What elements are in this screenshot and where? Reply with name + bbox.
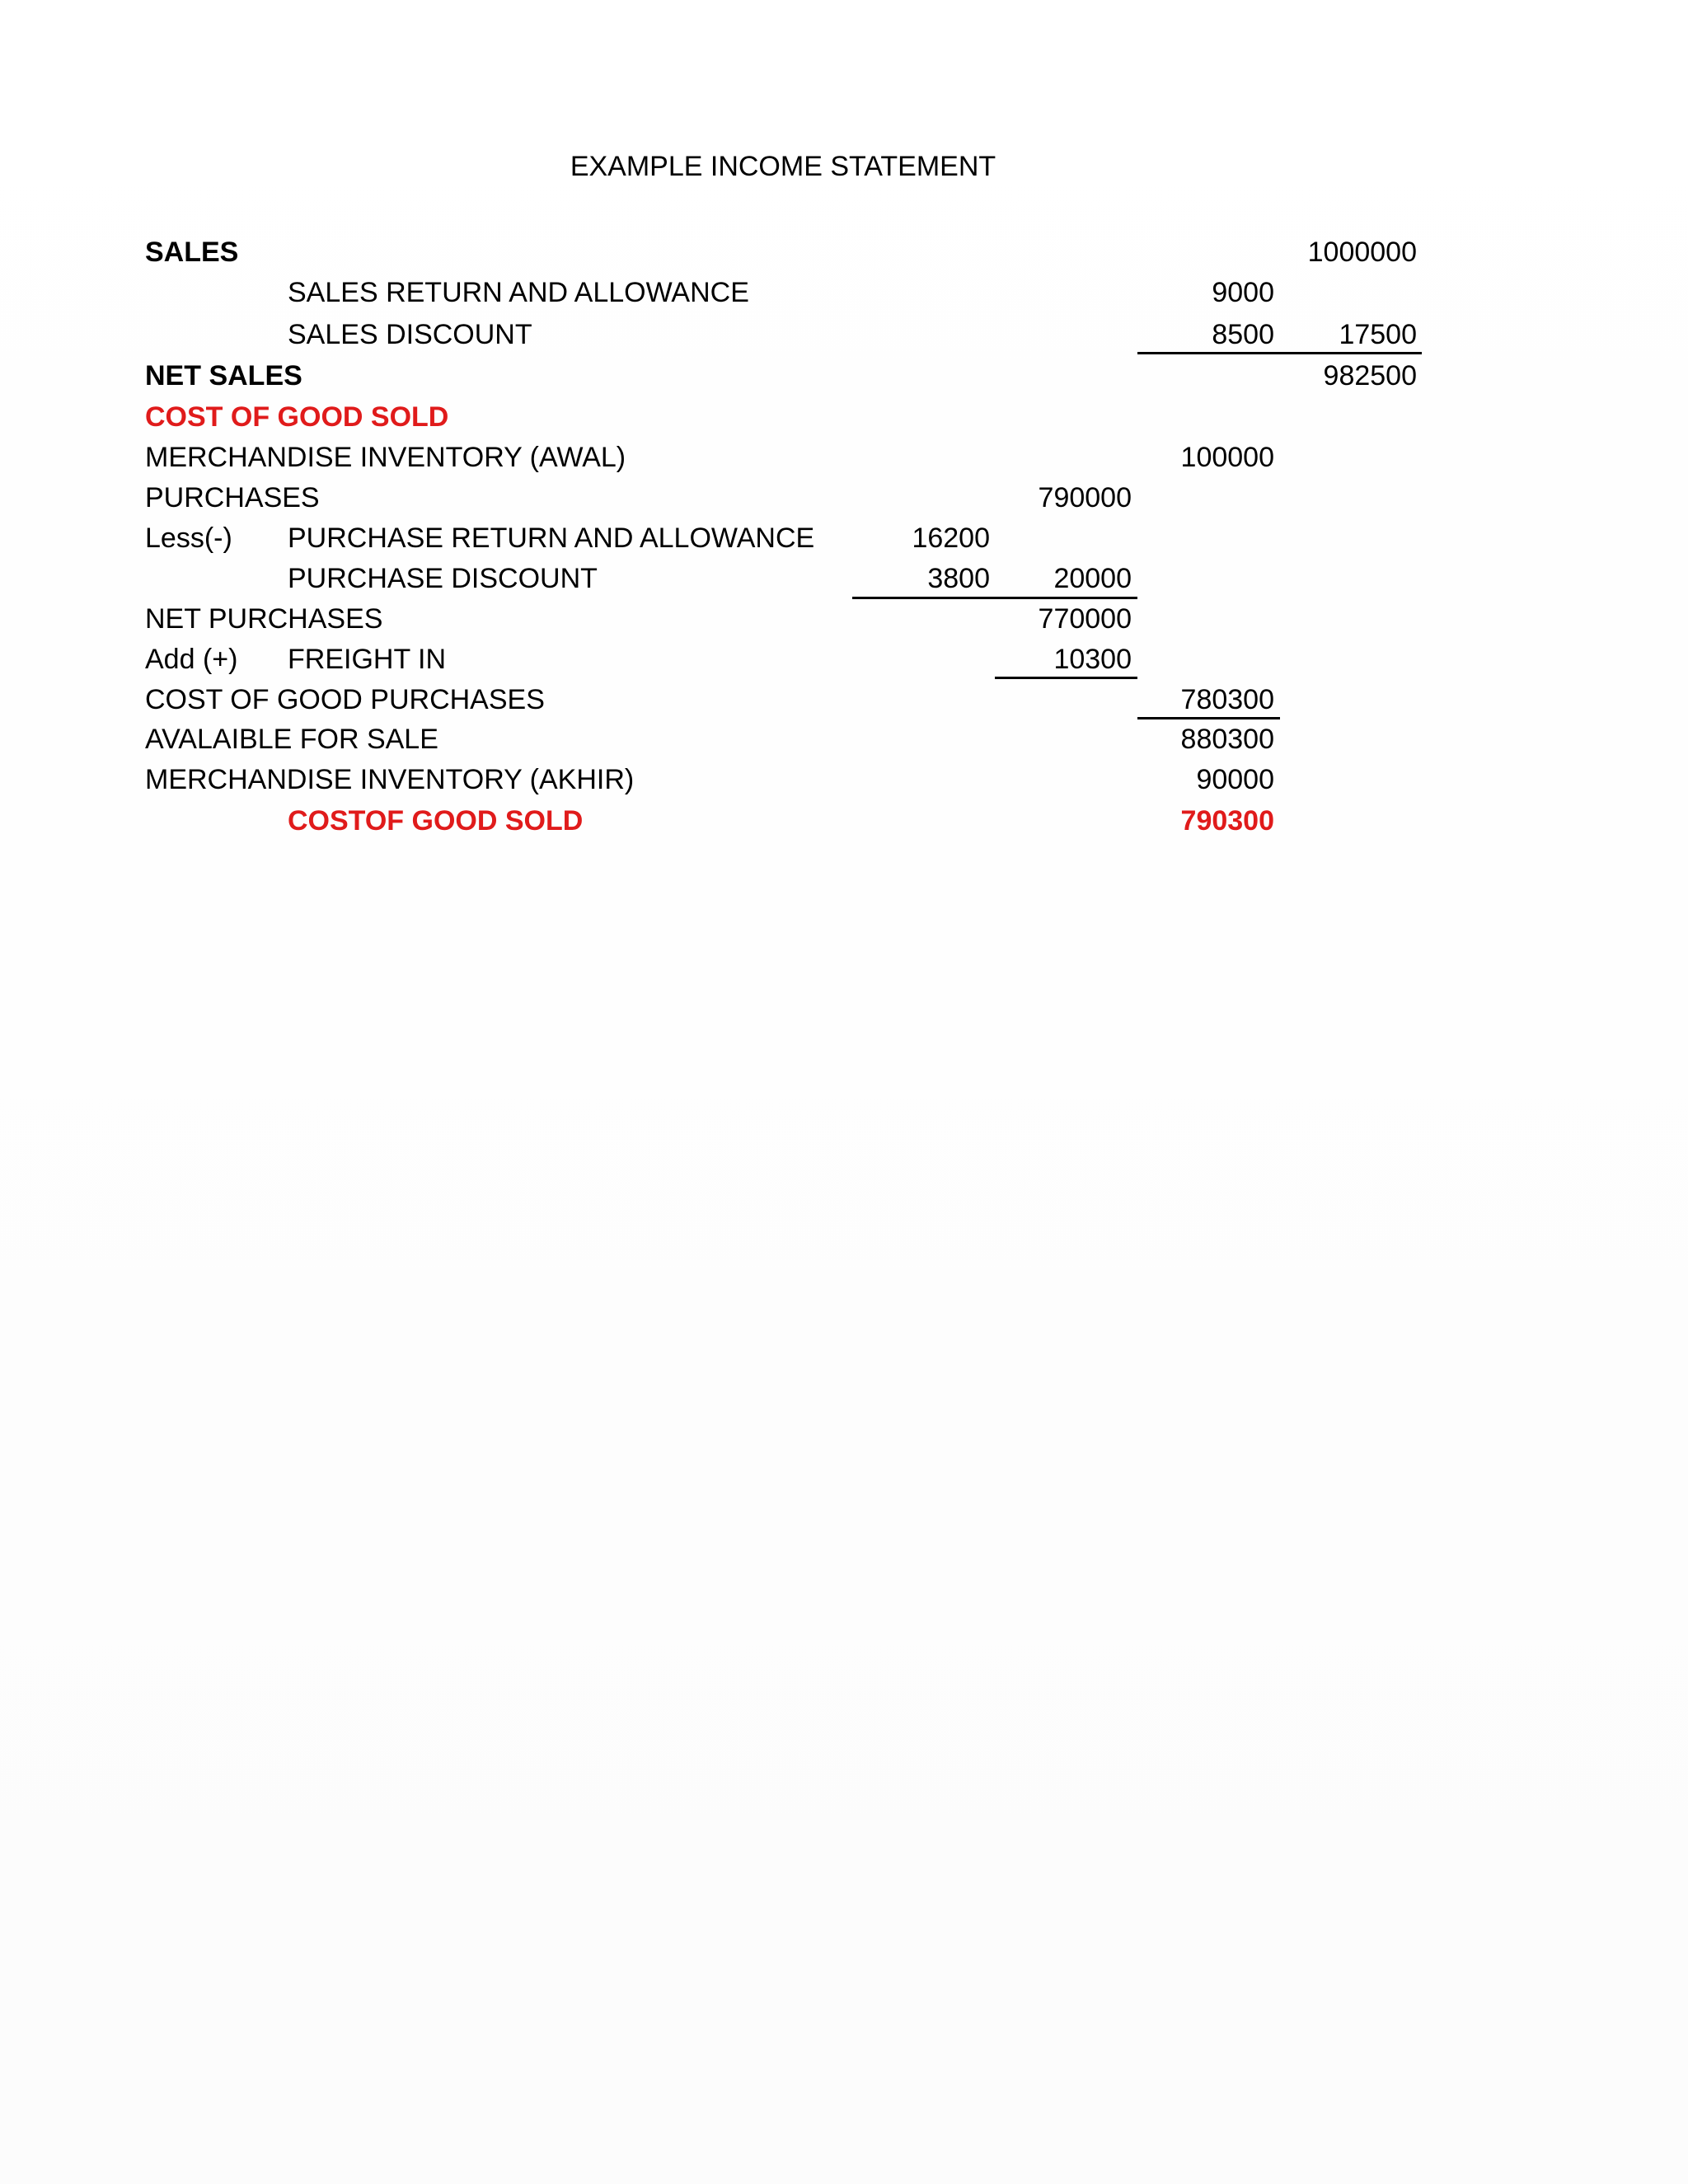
available-amount: 880300 — [1180, 724, 1274, 755]
purchase-return-amount: 16200 — [912, 523, 990, 554]
purchase-discount-amount: 3800 — [927, 563, 990, 594]
add-label: Add (+) — [145, 644, 238, 675]
less-label: Less(-) — [145, 523, 232, 554]
sales-return-label: SALES RETURN AND ALLOWANCE — [288, 277, 749, 308]
purchase-deductions-total: 20000 — [1053, 563, 1132, 594]
cogs-total-label: COSTOF GOOD SOLD — [288, 805, 584, 837]
net-sales-amount: 982500 — [1323, 360, 1417, 391]
net-purchases-amount: 770000 — [1038, 603, 1132, 635]
cost-of-purchases-amount: 780300 — [1180, 684, 1274, 715]
sales-underline — [1137, 352, 1422, 354]
purchases-label: PURCHASES — [145, 482, 320, 513]
sales-deductions-total: 17500 — [1339, 319, 1417, 350]
cogs-total-amount: 790300 — [1180, 805, 1274, 837]
inventory-end-label: MERCHANDISE INVENTORY (AKHIR) — [145, 764, 635, 795]
freight-amount: 10300 — [1053, 644, 1132, 675]
freight-underline — [995, 677, 1137, 679]
inventory-begin-amount: 100000 — [1180, 442, 1274, 473]
inventory-begin-label: MERCHANDISE INVENTORY (AWAL) — [145, 442, 626, 473]
purchases-amount: 790000 — [1038, 482, 1132, 513]
purchase-discount-label: PURCHASE DISCOUNT — [288, 563, 598, 594]
sales-return-amount: 9000 — [1212, 277, 1274, 308]
purchase-deductions-underline — [852, 597, 1137, 599]
cost-of-purchases-label: COST OF GOOD PURCHASES — [145, 684, 545, 715]
cost-of-purchases-underline — [1137, 717, 1280, 719]
sales-discount-label: SALES DISCOUNT — [288, 319, 532, 350]
available-label: AVALAIBLE FOR SALE — [145, 724, 438, 755]
net-sales-label: NET SALES — [145, 360, 302, 391]
purchase-return-label: PURCHASE RETURN AND ALLOWANCE — [288, 523, 815, 554]
cogs-heading: COST OF GOOD SOLD — [145, 401, 449, 433]
sales-discount-amount: 8500 — [1212, 319, 1274, 350]
sales-label: SALES — [145, 237, 239, 268]
net-purchases-label: NET PURCHASES — [145, 603, 383, 635]
freight-label: FREIGHT IN — [288, 644, 447, 675]
sales-amount: 1000000 — [1307, 237, 1417, 268]
inventory-end-amount: 90000 — [1196, 764, 1274, 795]
statement-title: EXAMPLE INCOME STATEMENT — [570, 151, 996, 182]
